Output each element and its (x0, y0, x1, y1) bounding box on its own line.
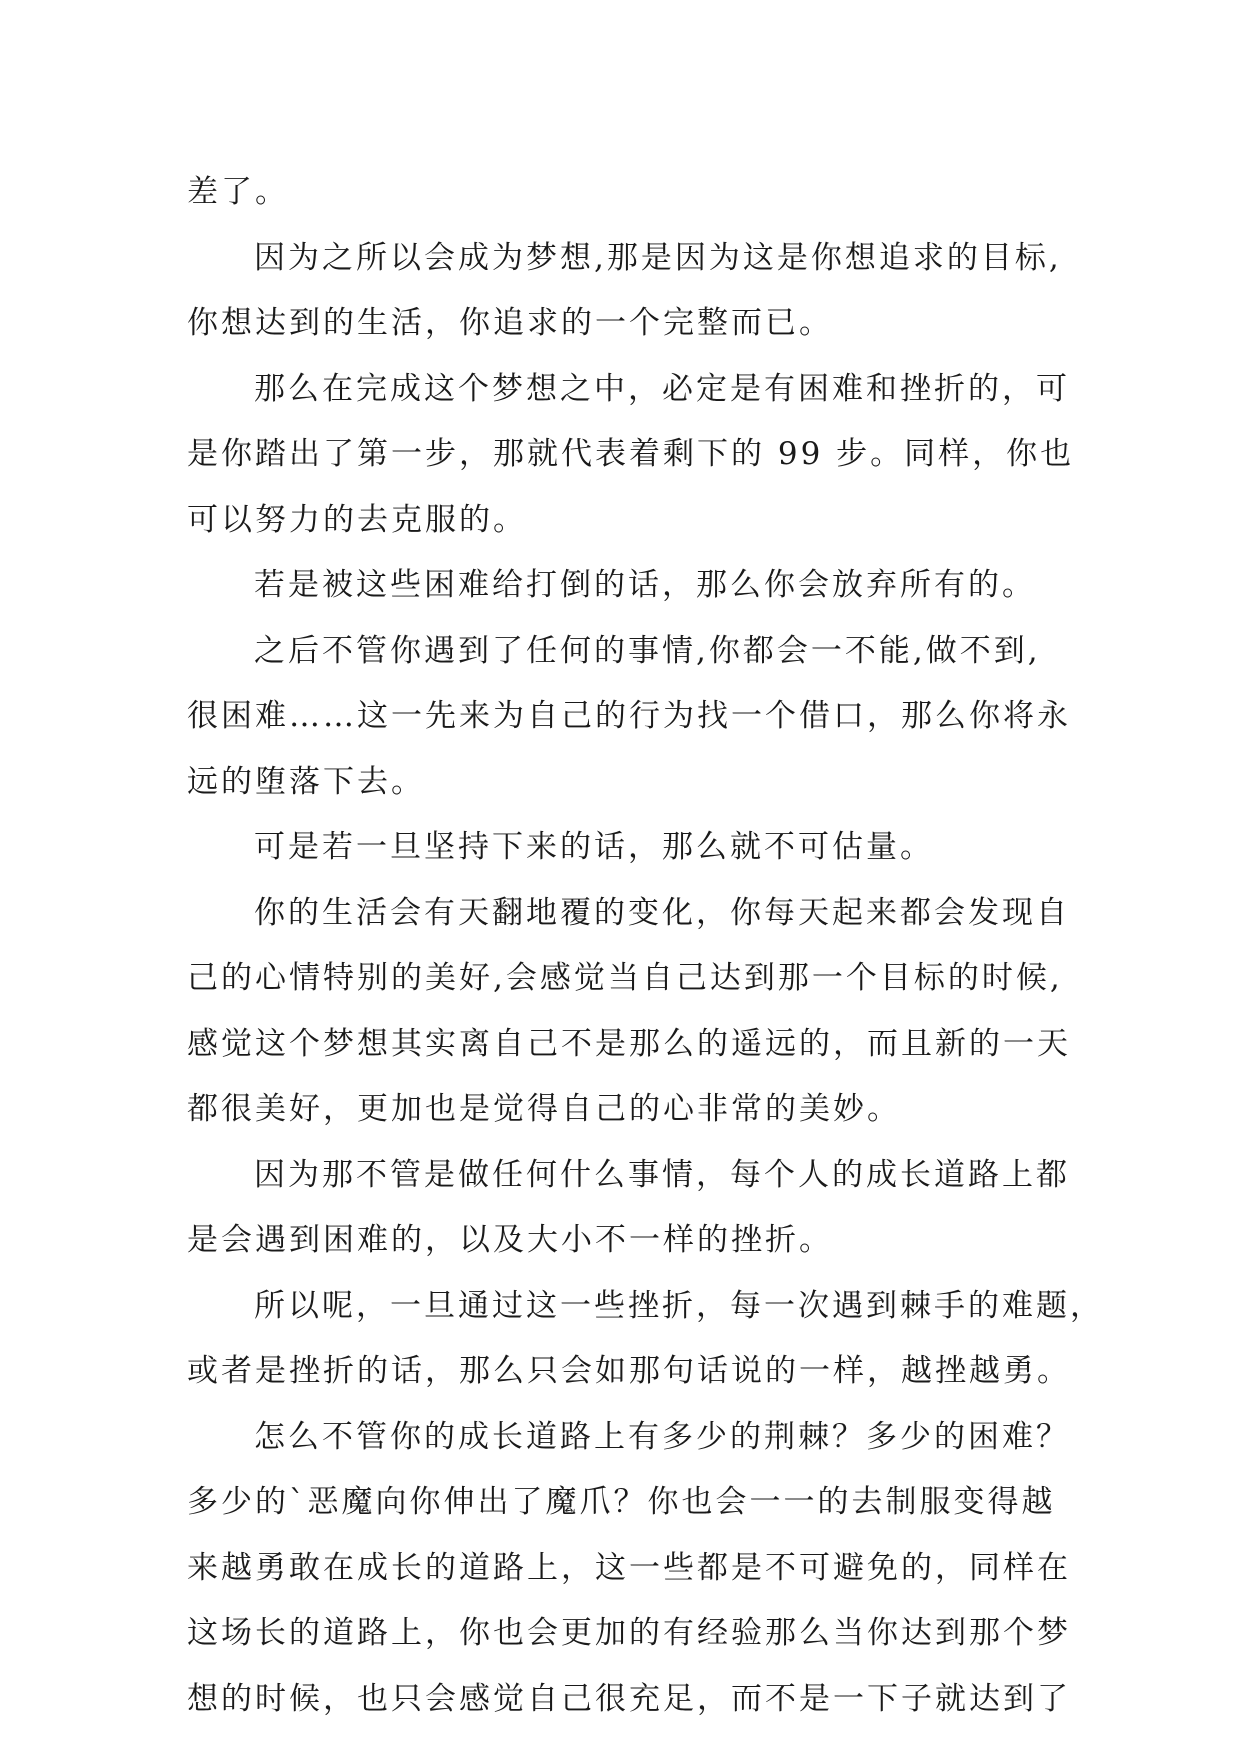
text-line: 都很美好，更加也是觉得自己的心非常的美妙。 (187, 1091, 901, 1127)
paragraph-start-line: 若是被这些困难给打倒的话，那么你会放弃所有的。 (254, 567, 1036, 603)
text-line: 可以努力的去克服的。 (187, 501, 527, 538)
body-text (187, 160, 1104, 1732)
text-line: 远的堕落下去。 (187, 763, 425, 800)
text-line: 是你踏出了第一步，那就代表着剩下的 99 步。同样，你也 (187, 436, 1075, 472)
paragraph-start-line: 那么在完成这个梦想之中，必定是有困难和挫折的，可 (254, 370, 1070, 407)
paragraph-start-line: 所以呢，一旦通过这一些挫折，每一次遇到棘手的难题， (254, 1287, 1104, 1324)
paragraph-start-line: 之后不管你遇到了任何的事情,你都会一不能,做不到, (254, 632, 1041, 669)
paragraph-start-line: 因为之所以会成为梦想,那是因为这是你想追求的目标, (254, 239, 1062, 276)
paragraph-start-line: 怎么不管你的成长道路上有多少的荆棘？多少的困难？ (254, 1418, 1070, 1455)
paragraph-start-line: 可是若一旦坚持下来的话，那么就不可估量。 (254, 829, 934, 865)
text-line: 你想达到的生活，你追求的一个完整而已。 (187, 305, 833, 341)
text-line: 很困难……这一先来为自己的行为找一个借口，那么你将永 (187, 698, 1071, 734)
text-line: 来越勇敢在成长的道路上，这一些都是不可避免的，同样在 (187, 1549, 1071, 1586)
paragraph-start-line: 你的生活会有天翻地覆的变化，你每天起来都会发现自 (254, 894, 1070, 931)
text-line: 差了。 (187, 174, 289, 210)
text-line: 这场长的道路上，你也会更加的有经验那么当你达到那个梦 (187, 1615, 1071, 1651)
paragraph-start-line: 因为那不管是做任何什么事情，每个人的成长道路上都 (254, 1156, 1070, 1193)
text-line: 或者是挫折的话，那么只会如那句话说的一样，越挫越勇。 (187, 1353, 1071, 1389)
text-line: 己的心情特别的美好,会感觉当自己达到那一个目标的时候, (187, 960, 1063, 996)
text-line: 多少的`恶魔向你伸出了魔爪？你也会一一的去制服变得越 (187, 1484, 1056, 1520)
text-line: 感觉这个梦想其实离自己不是那么的遥远的，而且新的一天 (187, 1025, 1071, 1062)
text-line: 想的时候，也只会感觉自己很充足，而不是一下子就达到了 (187, 1680, 1071, 1717)
text-line: 是会遇到困难的，以及大小不一样的挫折。 (187, 1222, 833, 1258)
